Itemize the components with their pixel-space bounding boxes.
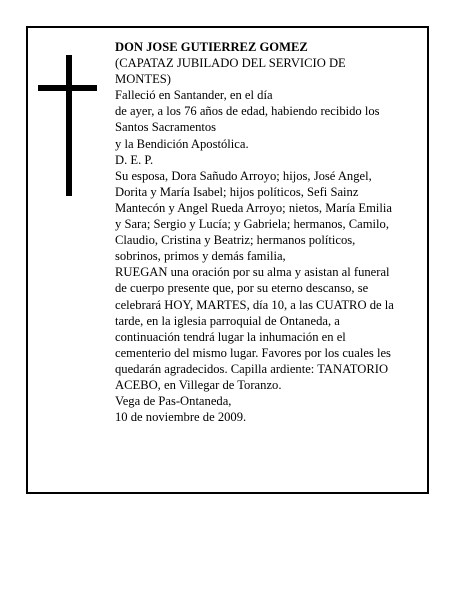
body-line: celebrará HOY, MARTES, día 10, a las CUATRO de la xyxy=(115,297,394,312)
body-line: 10 de noviembre de 2009. xyxy=(115,410,247,425)
body-line: sobrinos, primos y demás familia, xyxy=(115,249,286,264)
body-line: cementerio del mismo lugar. Favores por los cuales les xyxy=(115,345,391,360)
body-line: y Sara; Sergio y Lucía; y Gabriela; hermanos, Camilo, xyxy=(115,217,389,232)
body-line: de cuerpo presente que, por su eterno descanso, se xyxy=(115,281,369,296)
body-line: Su esposa, Dora Sañudo Arroyo; hijos, José Angel, xyxy=(115,168,372,183)
body-line: Santos Sacramentos xyxy=(115,120,217,135)
body-line: Dorita y María Isabel; hijos políticos, Sefi Sainz xyxy=(115,184,359,199)
body-line: continuación tendrá lugar la inhumación en el xyxy=(115,329,346,344)
body-line: Vega de Pas-Ontaneda, xyxy=(115,394,232,409)
cross-horizontal-bar xyxy=(38,85,97,91)
body-line: Claudio, Cristina y Beatriz; hermanos políticos, xyxy=(115,233,356,248)
body-line: Falleció en Santander, en el día xyxy=(115,88,273,103)
body-line: ACEBO, en Villegar de Toranzo. xyxy=(115,377,282,392)
cross-vertical-bar xyxy=(66,55,72,196)
body-line: D. E. P. xyxy=(115,152,154,167)
body-line: quedarán agradecidos. Capilla ardiente: TANATORIO xyxy=(115,361,389,376)
body-line: y la Bendición Apostólica. xyxy=(115,136,249,151)
body-line: tarde, en la iglesia parroquial de Ontaneda, a xyxy=(115,313,340,328)
deceased-name: DON JOSE GUTIERREZ GOMEZ xyxy=(115,40,308,54)
body-line: de ayer, a los 76 años de edad, habiendo recibido los xyxy=(115,104,380,119)
body-line: RUEGAN una oración por su alma y asistan al funeral xyxy=(115,265,390,280)
deceased-role-line: (CAPATAZ JUBILADO DEL SERVICIO DE xyxy=(115,56,346,71)
deceased-role-line: MONTES) xyxy=(115,72,171,87)
notice-text xyxy=(115,39,427,425)
body-line: Mantecón y Angel Rueda Arroyo; nietos, María Emilia xyxy=(115,200,393,215)
